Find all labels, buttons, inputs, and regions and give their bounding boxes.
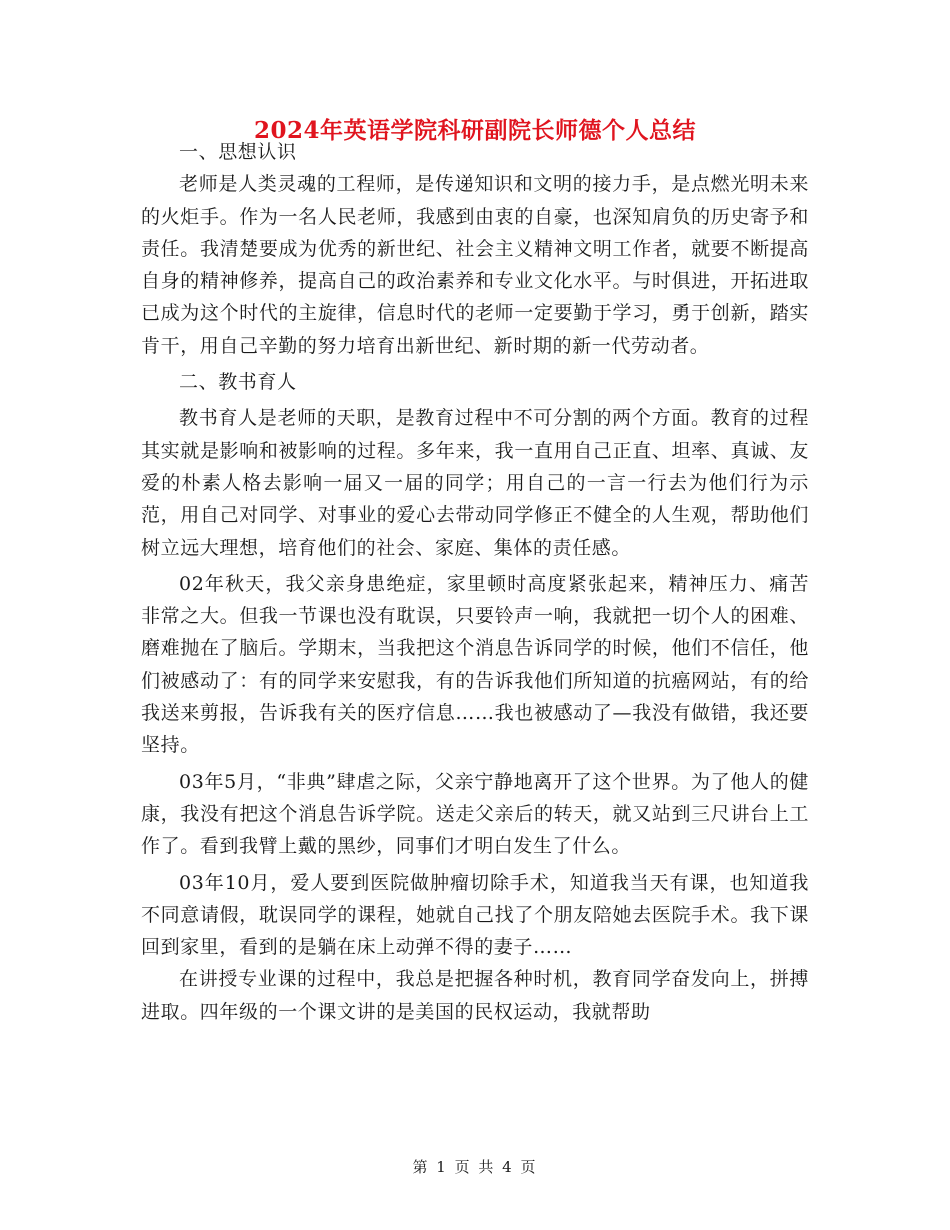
section-heading-2: 二、教书育人 bbox=[179, 371, 297, 394]
paragraph-may-03: 03年5月，“非典”肆虐之际，父亲宁静地离开了这个世界。为了他人的健康，我没有把这个消息告诉学院。送走父亲后的转天，就又站到三尺讲台上工作了。看到我臂上戴的黑纱，同事们才明白发生了什么。 bbox=[141, 770, 809, 858]
paragraph-teaching: 教书育人是老师的天职，是教育过程中不可分割的两个方面。教育的过程其实就是影响和被影响的过程。多年来，我一直用自己正直、坦率、真诚、友爱的朴素人格去影响一届又一届的同学；用自己的一言一行去为他们行为示范，用自己对同学、对事业的爱心去带动同学修正不健全的人生观，帮助他们树立远大理想，培育他们的社会、家庭、集体的责任感。 bbox=[141, 407, 809, 559]
document-title: 2024年英语学院科研副院长师德个人总结 bbox=[253, 117, 696, 144]
paragraph-autumn-02: 02年秋天，我父亲身患绝症，家里顿时高度紧张起来，精神压力、痛苦非常之大。但我一节课也没有耽误，只要铃声一响，我就把一切个人的困难、磨难抛在了脑后。学期末，当我把这个消息告诉同学的时候，他们不信任，他们被感动了：有的同学来安慰我，有的告诉我他们所知道的抗癌网站，有的给我送来剪报，告诉我有关的医疗信息……我也被感动了—我没有做错，我还要坚持。 bbox=[141, 572, 809, 757]
document-body bbox=[141, 136, 809, 1028]
page-footer: 第 1 页 共 4 页 bbox=[412, 1158, 538, 1176]
paragraph-courses: 在讲授专业课的过程中，我总是把握各种时机，教育同学奋发向上，拼搏进取。四年级的一个课文讲的是美国的民权运动，我就帮助 bbox=[141, 968, 809, 1023]
paragraph-ideology: 老师是人类灵魂的工程师，是传递知识和文明的接力手，是点燃光明未来的火炬手。作为一名人民老师，我感到由衷的自豪，也深知肩负的历史寄予和责任。我清楚要成为优秀的新世纪、社会主义精神文明工作者，就要不断提高自身的精神修养，提高自己的政治素养和专业文化水平。与时俱进，开拓进取已成为这个时代的主旋律，信息时代的老师一定要勤于学习，勇于创新，踏实肯干，用自己辛勤的努力培育出新世纪、新时期的新一代劳动者。 bbox=[141, 173, 809, 357]
section-heading-1: 一、思想认识 bbox=[179, 141, 297, 163]
paragraph-october-03: 03年10月，爱人要到医院做肿瘤切除手术，知道我当天有课，也知道我不同意请假，耽误同学的课程，她就自己找了个朋友陪她去医院手术。我下课回到家里，看到的是躺在床上动弹不得的妻子…… bbox=[141, 871, 809, 959]
